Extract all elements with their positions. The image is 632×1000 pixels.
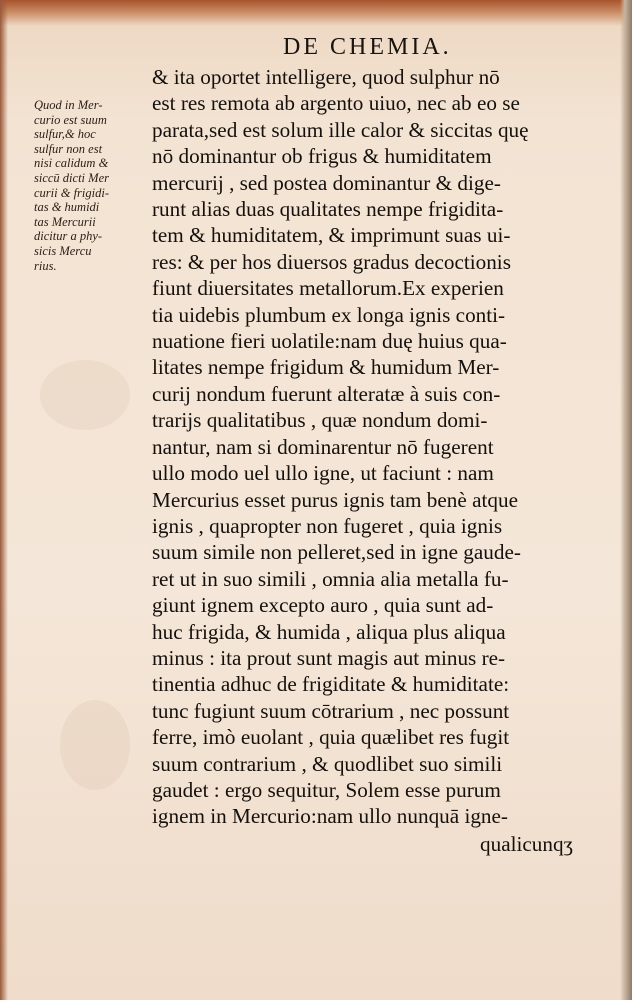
body-line: gaudet : ergo sequitur, Solem esse purum <box>152 777 501 802</box>
body-line: tia uidebis plumbum ex longa ignis conti- <box>152 302 506 327</box>
marginal-note-line: tas Mercurii <box>34 214 96 229</box>
body-line: suum simile non pelleret,sed in igne gaude- <box>152 540 521 565</box>
body-line: ignem in Mercurio:nam ullo nunquā igne- <box>152 804 508 829</box>
marginal-note <box>34 98 152 273</box>
body-line: tem & humiditatem, & imprimunt suas ui- <box>152 223 511 248</box>
body-line: runt alias duas qualitates nempe frigidita- <box>152 197 504 222</box>
body-line: ullo modo uel ullo igne, ut faciunt : nam <box>152 461 494 486</box>
body-line: minus : ita prout sunt magis aut minus re- <box>152 645 506 670</box>
body-line: res: & per hos diuersos gradus decoctionis <box>152 249 511 274</box>
body-line: nō dominantur ob frigus & humiditatem <box>152 144 492 169</box>
body-line: tinentia adhuc de frigiditate & humiditate: <box>152 672 510 697</box>
marginal-note-line: Quod in Mer- <box>34 98 103 112</box>
running-head: DE CHEMIA. <box>283 34 452 60</box>
body-line: litates nempe frigidum & humidum Mer- <box>152 355 500 380</box>
marginal-note-line: siccū dicti Mer <box>34 170 109 185</box>
body-line: nantur, nam si dominarentur nō fugerent <box>152 434 494 459</box>
body-line: huc frigida, & humida , aliqua plus aliqua <box>152 619 506 644</box>
body-line: giunt ignem excepto auro , quia sunt ad- <box>152 593 494 618</box>
body-line: ignis , quapropter non fugeret , quia ignis <box>152 513 503 538</box>
body-line: nuatione fieri uolatile:nam duę huius qua- <box>152 329 507 354</box>
catchword: qualicunqʒ <box>480 832 573 856</box>
marginal-note-line: sicis Mercu <box>34 243 92 258</box>
body-line: Mercurius esset purus ignis tam benè atque <box>152 487 518 512</box>
paper-stain <box>60 700 130 790</box>
page-left-edge <box>0 0 8 1000</box>
body-line: trarijs qualitatibus , quæ nondum domi- <box>152 408 488 433</box>
body-text <box>152 64 597 830</box>
marginal-note-line: sulfur,& hoc <box>34 127 96 142</box>
paper-stain <box>40 360 130 430</box>
marginal-note-line: curii & frigidi- <box>34 185 109 200</box>
marginal-note-line: dicitur a phy- <box>34 229 103 244</box>
page-top-edge <box>0 0 632 26</box>
marginal-note-line: sulfur non est <box>34 141 103 156</box>
marginal-note-line: nisi calidum & <box>34 156 109 171</box>
page-right-edge <box>620 0 632 1000</box>
marginal-note-line: tas & humidi <box>34 200 100 215</box>
body-line: fiunt diuersitates metallorum.Ex experien <box>152 276 504 301</box>
body-line: mercurij , sed postea dominantur & dige- <box>152 170 501 195</box>
body-line: parata,sed est solum ille calor & siccitas quę <box>152 117 529 142</box>
marginal-note-line: curio est suum <box>34 112 107 127</box>
body-line: suum contrarium , & quodlibet suo simili <box>152 751 503 776</box>
marginal-note-line: rius. <box>34 258 57 273</box>
body-line: est res remota ab argento uiuo, nec ab eo se <box>152 91 520 116</box>
body-line: ferre, imò euolant , quia quælibet res fugit <box>152 725 510 750</box>
body-line: tunc fugiunt suum cōtrarium , nec possunt <box>152 698 510 723</box>
body-line: ret ut in suo simili , omnia alia metalla fu- <box>152 566 509 591</box>
body-line: curij nondum fuerunt alteratæ à suis con- <box>152 381 501 406</box>
body-line: & ita oportet intelligere, quod sulphur nō <box>152 65 500 89</box>
